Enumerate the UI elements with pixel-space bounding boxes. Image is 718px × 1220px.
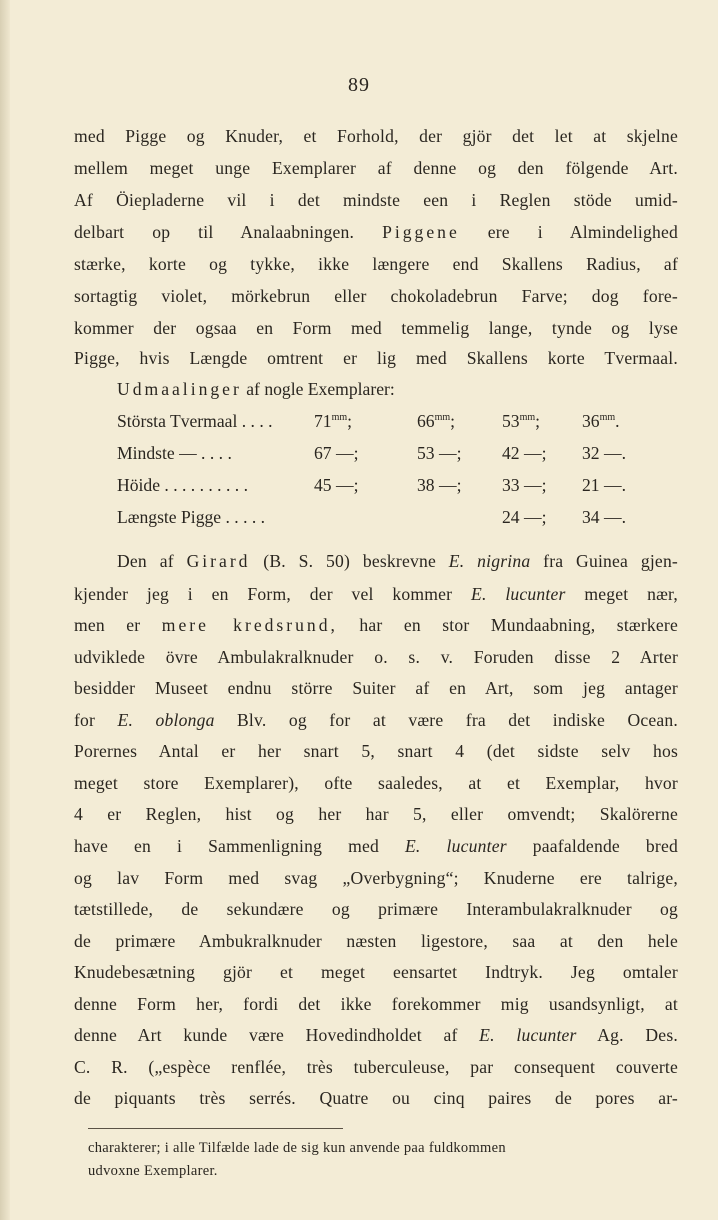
row-label: Mindste — . . . . [117, 443, 232, 463]
table-heading: Udmaalinger af nogle Exemplarer: [117, 379, 395, 399]
cell: 38 —; [417, 475, 462, 495]
text-line: men er mere kredsrund, har en stor Mundaabning, stærkere [74, 615, 678, 635]
cell: $36^{mm}$. [582, 411, 620, 431]
text-line: denne Art kunde være Hovedindholdet af E. lucunter Ag. Des. [74, 1025, 678, 1045]
row-label: Höide . . . . . . . . . . [117, 475, 248, 495]
cell: 53 —; [417, 443, 462, 463]
row-label: Största Tvermaal . . . . [117, 411, 273, 431]
cell: 34 —. [582, 507, 626, 527]
footnote-line: charakterer; i alle Tilfælde lade de sig kun anvende paa fuldkommen [88, 1140, 506, 1156]
text-line: mellem meget unge Exemplarer af denne og den fölgende Art. [74, 158, 678, 178]
cell: $66^{mm}$; [417, 411, 456, 431]
text-line: 4 er Reglen, hist og her har 5, eller omvendt; Skalörerne [74, 804, 678, 824]
cell: 67 —; [314, 443, 359, 463]
text-line: de piquants très serrés. Quatre ou cinq paires de pores ar- [74, 1088, 678, 1108]
text-line: Af Öiepladerne vil i det mindste een i Reglen stöde umid- [74, 190, 678, 210]
cell: $71^{mm}$; [314, 411, 353, 431]
text-line: Porernes Antal er her snart 5, snart 4 (det sidste selv hos [74, 741, 678, 761]
cell: 21 —. [582, 475, 626, 495]
row-label: Længste Pigge . . . . . [117, 507, 266, 527]
text-line: de primære Ambukralknuder næsten ligestore, saa at den hele [74, 931, 678, 951]
text-line: have en i Sammenligning med E. lucunter paafaldende bred [74, 836, 678, 856]
text-line: for E. oblonga Blv. og for at være fra det indiske Ocean. [74, 710, 678, 730]
text-line: tætstillede, de sekundære og primære Interambulakralknuder og [74, 899, 678, 919]
footnote-divider [88, 1128, 343, 1129]
text-line: med Pigge og Knuder, et Forhold, der gjör det let at skjelne [74, 126, 678, 146]
page-edge [0, 0, 10, 1220]
text-line: Den af Girard (B. S. 50) beskrevne E. nigrina fra Guinea gjen- [117, 551, 678, 571]
text-line: denne Form her, fordi det ikke forekommer mig usandsynligt, at [74, 994, 678, 1014]
text-line: Pigge, hvis Længde omtrent er lig med Skallens korte Tvermaal. [74, 348, 678, 368]
text-line: besidder Museet endnu större Suiter af en Art, som jeg antager [74, 678, 678, 698]
cell: 45 —; [314, 475, 359, 495]
text-line: C. R. („espèce renflée, très tuberculeuse, par consequent couverte [74, 1057, 678, 1077]
cell: 42 —; [502, 443, 547, 463]
text-line: kjender jeg i en Form, der vel kommer E. lucunter meget nær, [74, 584, 678, 604]
text-line: udviklede övre Ambulakralknuder o. s. v. Foruden disse 2 Arter [74, 647, 678, 667]
text-line: delbart op til Analaabningen. Piggene ere i Almindelighed [74, 222, 678, 242]
text-line: sortagtig violet, mörkebrun eller chokoladebrun Farve; dog fore- [74, 286, 678, 306]
text-line: stærke, korte og tykke, ikke længere end Skallens Radius, af [74, 254, 678, 274]
text-line: og lav Form med svag „Overbygning“; Knuderne ere talrige, [74, 868, 678, 888]
page-number: 89 [348, 74, 370, 96]
footnote-line: udvoxne Exemplarer. [88, 1163, 218, 1179]
cell: 33 —; [502, 475, 547, 495]
cell: 32 —. [582, 443, 626, 463]
text-line: kommer der ogsaa en Form med temmelig lange, tynde og lyse [74, 318, 678, 338]
cell: 24 —; [502, 507, 547, 527]
text-line: Knudebesætning gjör et meget eensartet Indtryk. Jeg omtaler [74, 962, 678, 982]
text-line: meget store Exemplarer), ofte saaledes, at et Exemplar, hvor [74, 773, 678, 793]
cell: $53^{mm}$; [502, 411, 541, 431]
